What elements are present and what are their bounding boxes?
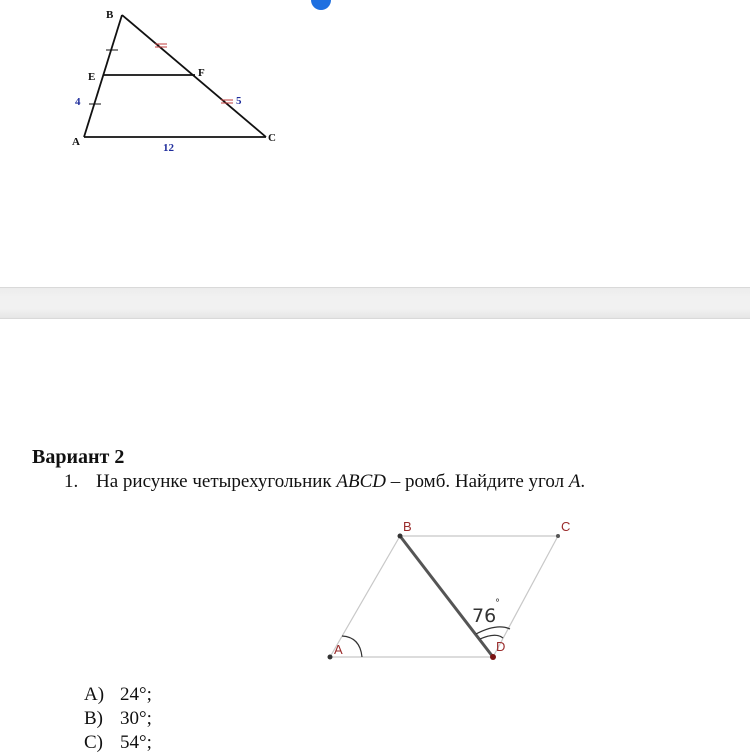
angle-d-arc-outer	[476, 627, 510, 634]
length-ac-label: 12	[163, 142, 174, 154]
section-divider	[0, 287, 750, 319]
vertex-d-label: D	[496, 639, 506, 654]
rhombus-figure	[315, 515, 585, 675]
answer-options	[84, 683, 152, 755]
vertex-e-label: E	[88, 71, 96, 83]
vertex-b-point	[398, 534, 403, 539]
answer-option	[84, 707, 152, 731]
variant-title: Вариант 2	[32, 446, 125, 468]
answer-option	[84, 731, 152, 755]
diagonal-bd	[400, 536, 493, 657]
side-bc	[122, 15, 266, 137]
answer-letter: B)	[84, 708, 103, 729]
quadrilateral-name: ABCD	[336, 471, 387, 492]
problem-text-part-2: – ромб. Найдите угол	[386, 471, 569, 492]
angle-name: A	[568, 471, 581, 492]
vertex-b-label: B	[106, 9, 114, 21]
angle-degree-mark: °	[495, 598, 500, 609]
answer-value: 54°;	[120, 732, 152, 753]
length-fc-label: 5	[236, 95, 242, 107]
vertex-d-point	[490, 654, 496, 660]
vertex-a-label: A	[72, 136, 80, 148]
vertex-b-label: B	[403, 519, 412, 534]
problem-statement	[64, 471, 585, 493]
vertex-c-label: C	[268, 132, 276, 144]
vertex-c-label: C	[561, 519, 571, 534]
problem-text-part-1: На рисунке четырехугольник	[96, 471, 337, 492]
vertex-a-point	[328, 655, 333, 660]
problem-number: 1.	[64, 471, 79, 492]
answer-value: 30°;	[120, 708, 152, 729]
angle-a-arc	[342, 636, 362, 657]
answer-letter: A)	[84, 684, 105, 705]
vertex-a-label: A	[334, 642, 343, 657]
answer-option	[84, 683, 152, 707]
answer-letter: C)	[84, 732, 103, 753]
problem-text-part-3: .	[580, 471, 586, 492]
vertex-c-point	[556, 534, 560, 538]
vertex-f-label: F	[198, 67, 205, 79]
side-ab	[330, 536, 400, 657]
angle-value-label: 76	[472, 605, 497, 627]
answer-value: 24°;	[120, 684, 152, 705]
length-ae-label: 4	[75, 96, 81, 108]
triangle-figure	[0, 0, 320, 170]
